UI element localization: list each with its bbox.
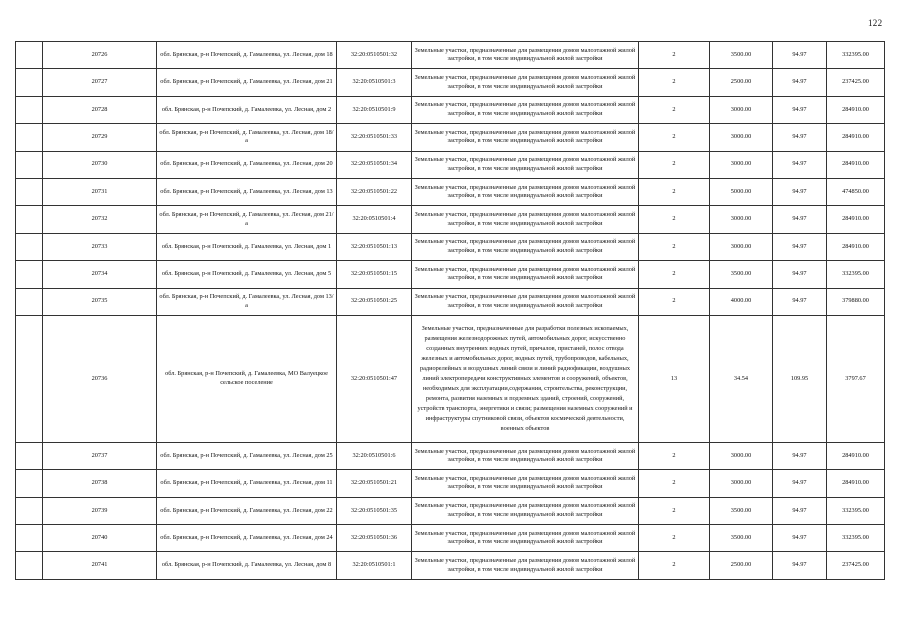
table-row [16, 315, 885, 442]
land-use-category-cell: Земельные участки, предназначенные для размещения домов малоэтажной жилой застройки, в том числе индивидуальной жилой застройки [412, 233, 639, 260]
group-code-cell: 2 [639, 206, 710, 233]
cadastral-value-cell: 332395.00 [827, 261, 885, 288]
address-cell: обл. Брянская, р-н Почепский, д. Гамалеевка, ул. Лесная, дом 21 [157, 69, 337, 96]
group-code-cell: 2 [639, 470, 710, 497]
table-row [16, 261, 885, 288]
page-number: 122 [868, 18, 883, 28]
blank-margin-cell [16, 288, 43, 315]
land-use-category-cell: Земельные участки, предназначенные для размещения домов малоэтажной жилой застройки, в том числе индивидуальной жилой застройки [412, 124, 639, 151]
cadastral-number-cell: 32:20:0510501:47 [337, 315, 412, 442]
land-use-category-cell: Земельные участки, предназначенные для размещения домов малоэтажной жилой застройки, в том числе индивидуальной жилой застройки [412, 497, 639, 524]
address-cell: обл. Брянская, р-н Почепский, д. Гамалеевка, ул. Лесная, дом 5 [157, 261, 337, 288]
land-use-category-cell: Земельные участки, предназначенные для размещения домов малоэтажной жилой застройки, в том числе индивидуальной жилой застройки [412, 69, 639, 96]
table-row [16, 124, 885, 151]
cadastral-value-cell: 3797.67 [827, 315, 885, 442]
address-cell: обл. Брянская, р-н Почепский, д. Гамалеевка, ул. Лесная, дом 18 [157, 42, 337, 69]
cadastral-number-cell: 32:20:0510501:13 [337, 233, 412, 260]
group-code-cell: 2 [639, 552, 710, 579]
record-number-cell: 20728 [43, 96, 157, 123]
cadastral-number-cell: 32:20:0510501:1 [337, 552, 412, 579]
area-cell: 3500.00 [710, 497, 773, 524]
cadastral-number-cell: 32:20:0510501:21 [337, 470, 412, 497]
address-cell: обл. Брянская, р-н Почепский, д. Гамалеевка, ул. Лесная, дом 24 [157, 525, 337, 552]
cadastral-number-cell: 32:20:0510501:25 [337, 288, 412, 315]
specific-value-cell: 109.95 [773, 315, 827, 442]
land-use-category-cell: Земельные участки, предназначенные для размещения домов малоэтажной жилой застройки, в том числе индивидуальной жилой застройки [412, 470, 639, 497]
table-row [16, 42, 885, 69]
cadastral-number-cell: 32:20:0510501:35 [337, 497, 412, 524]
record-number-cell: 20726 [43, 42, 157, 69]
cadastral-value-cell: 332395.00 [827, 497, 885, 524]
blank-margin-cell [16, 178, 43, 205]
blank-margin-cell [16, 233, 43, 260]
table-body [16, 42, 885, 580]
table-row [16, 178, 885, 205]
record-number-cell: 20727 [43, 69, 157, 96]
table-row [16, 206, 885, 233]
group-code-cell: 2 [639, 497, 710, 524]
area-cell: 34.54 [710, 315, 773, 442]
table-row [16, 69, 885, 96]
blank-margin-cell [16, 151, 43, 178]
cadastral-number-cell: 32:20:0510501:22 [337, 178, 412, 205]
group-code-cell: 2 [639, 69, 710, 96]
specific-value-cell: 94.97 [773, 178, 827, 205]
record-number-cell: 20733 [43, 233, 157, 260]
record-number-cell: 20737 [43, 442, 157, 469]
blank-margin-cell [16, 261, 43, 288]
group-code-cell: 2 [639, 151, 710, 178]
area-cell: 3000.00 [710, 470, 773, 497]
table-row [16, 233, 885, 260]
area-cell: 2500.00 [710, 552, 773, 579]
blank-margin-cell [16, 497, 43, 524]
address-cell: обл. Брянская, р-н Почепский, д. Гамалеевка, ул. Лесная, дом 22 [157, 497, 337, 524]
cadastral-number-cell: 32:20:0510501:33 [337, 124, 412, 151]
land-use-category-cell: Земельные участки, предназначенные для размещения домов малоэтажной жилой застройки, в том числе индивидуальной жилой застройки [412, 96, 639, 123]
group-code-cell: 2 [639, 124, 710, 151]
area-cell: 3000.00 [710, 442, 773, 469]
table-row [16, 151, 885, 178]
cadastral-value-cell: 284910.00 [827, 233, 885, 260]
record-number-cell: 20736 [43, 315, 157, 442]
specific-value-cell: 94.97 [773, 206, 827, 233]
specific-value-cell: 94.97 [773, 69, 827, 96]
table-row [16, 96, 885, 123]
cadastral-value-cell: 332395.00 [827, 42, 885, 69]
cadastral-value-cell: 332395.00 [827, 525, 885, 552]
land-use-category-cell: Земельные участки, предназначенные для размещения домов малоэтажной жилой застройки, в том числе индивидуальной жилой застройки [412, 178, 639, 205]
area-cell: 3500.00 [710, 525, 773, 552]
address-cell: обл. Брянская, р-н Почепский, д. Гамалеевка, ул. Лесная, дом 21/а [157, 206, 337, 233]
cadastral-value-cell: 284910.00 [827, 470, 885, 497]
land-use-category-cell: Земельные участки, предназначенные для размещения домов малоэтажной жилой застройки, в том числе индивидуальной жилой застройки [412, 288, 639, 315]
blank-margin-cell [16, 552, 43, 579]
cadastral-number-cell: 32:20:0510501:3 [337, 69, 412, 96]
record-number-cell: 20735 [43, 288, 157, 315]
group-code-cell: 2 [639, 525, 710, 552]
specific-value-cell: 94.97 [773, 442, 827, 469]
land-registry-table [15, 41, 885, 580]
area-cell: 3000.00 [710, 233, 773, 260]
record-number-cell: 20741 [43, 552, 157, 579]
blank-margin-cell [16, 124, 43, 151]
table-row [16, 442, 885, 469]
cadastral-value-cell: 379880.00 [827, 288, 885, 315]
group-code-cell: 13 [639, 315, 710, 442]
group-code-cell: 2 [639, 233, 710, 260]
address-cell: обл. Брянская, р-н Почепский, д. Гамалеевка, ул. Лесная, дом 11 [157, 470, 337, 497]
blank-margin-cell [16, 442, 43, 469]
address-cell: обл. Брянская, р-н Почепский, д. Гамалеевка, ул. Лесная, дом 2 [157, 96, 337, 123]
record-number-cell: 20734 [43, 261, 157, 288]
cadastral-value-cell: 237425.00 [827, 552, 885, 579]
blank-margin-cell [16, 525, 43, 552]
address-cell: обл. Брянская, р-н Почепский, д. Гамалеевка, ул. Лесная, дом 20 [157, 151, 337, 178]
group-code-cell: 2 [639, 442, 710, 469]
table-row [16, 497, 885, 524]
specific-value-cell: 94.97 [773, 497, 827, 524]
cadastral-number-cell: 32:20:0510501:34 [337, 151, 412, 178]
specific-value-cell: 94.97 [773, 470, 827, 497]
specific-value-cell: 94.97 [773, 124, 827, 151]
cadastral-value-cell: 284910.00 [827, 442, 885, 469]
cadastral-number-cell: 32:20:0510501:36 [337, 525, 412, 552]
cadastral-number-cell: 32:20:0510501:32 [337, 42, 412, 69]
cadastral-number-cell: 32:20:0510501:15 [337, 261, 412, 288]
cadastral-value-cell: 284910.00 [827, 96, 885, 123]
address-cell: обл. Брянская, р-н Почепский, д. Гамалеевка, ул. Лесная, дом 25 [157, 442, 337, 469]
area-cell: 3000.00 [710, 96, 773, 123]
specific-value-cell: 94.97 [773, 151, 827, 178]
cadastral-number-cell: 32:20:0510501:6 [337, 442, 412, 469]
specific-value-cell: 94.97 [773, 96, 827, 123]
record-number-cell: 20740 [43, 525, 157, 552]
table-row [16, 552, 885, 579]
address-cell: обл. Брянская, р-н Почепский, д. Гамалеевка, ул. Лесная, дом 13 [157, 178, 337, 205]
land-use-category-cell: Земельные участки, предназначенные для размещения домов малоэтажной жилой застройки, в том числе индивидуальной жилой застройки [412, 525, 639, 552]
blank-margin-cell [16, 96, 43, 123]
group-code-cell: 2 [639, 288, 710, 315]
address-cell: обл. Брянская, р-н Почепский, д. Гамалеевка, ул. Лесная, дом 1 [157, 233, 337, 260]
area-cell: 3000.00 [710, 124, 773, 151]
specific-value-cell: 94.97 [773, 233, 827, 260]
specific-value-cell: 94.97 [773, 261, 827, 288]
address-cell: обл. Брянская, р-н Почепский, д. Гамалеевка, ул. Лесная, дом 8 [157, 552, 337, 579]
specific-value-cell: 94.97 [773, 42, 827, 69]
cadastral-value-cell: 284910.00 [827, 124, 885, 151]
blank-margin-cell [16, 42, 43, 69]
record-number-cell: 20731 [43, 178, 157, 205]
land-use-category-cell: Земельные участки, предназначенные для разработки полезных ископаемых, размещения железнодорожных путей, автомобильных дорог, искусственно созданных внутренних водных путей, причалов, пристаней, полос отвода железных и автомобильных дорог, водных путей, трубопроводов, кабельных, радиорелейных и воздушных линий связи и линий радиофикации, воздушных линий электропередачи конструктивных элементов и сооружений, объектов, необходимых для эксплуатации,содержания, строительства, реконструкции, ремонта, развития наземных и подземных зданий, строений, сооружений, устройств транспорта, энергетики и связи; размещения наземных сооружений и инфраструктуры спутниковой связи, объектов космической деятельности, военных объектов [412, 315, 639, 442]
specific-value-cell: 94.97 [773, 288, 827, 315]
cadastral-number-cell: 32:20:0510501:9 [337, 96, 412, 123]
land-use-category-cell: Земельные участки, предназначенные для размещения домов малоэтажной жилой застройки, в том числе индивидуальной жилой застройки [412, 151, 639, 178]
land-use-category-cell: Земельные участки, предназначенные для размещения домов малоэтажной жилой застройки, в том числе индивидуальной жилой застройки [412, 206, 639, 233]
record-number-cell: 20730 [43, 151, 157, 178]
cadastral-value-cell: 237425.00 [827, 69, 885, 96]
address-cell: обл. Брянская, р-н Почепский, д. Гамалеевка, ул. Лесная, дом 18/а [157, 124, 337, 151]
group-code-cell: 2 [639, 178, 710, 205]
record-number-cell: 20739 [43, 497, 157, 524]
group-code-cell: 2 [639, 96, 710, 123]
cadastral-value-cell: 474850.00 [827, 178, 885, 205]
land-use-category-cell: Земельные участки, предназначенные для размещения домов малоэтажной жилой застройки, в том числе индивидуальной жилой застройки [412, 442, 639, 469]
specific-value-cell: 94.97 [773, 552, 827, 579]
area-cell: 3500.00 [710, 261, 773, 288]
land-use-category-cell: Земельные участки, предназначенные для размещения домов малоэтажной жилой застройки, в том числе индивидуальной жилой застройки [412, 42, 639, 69]
land-use-category-cell: Земельные участки, предназначенные для размещения домов малоэтажной жилой застройки, в том числе индивидуальной жилой застройки [412, 261, 639, 288]
area-cell: 2500.00 [710, 69, 773, 96]
area-cell: 3000.00 [710, 151, 773, 178]
address-cell: обл. Брянская, р-н Почепский, д. Гамалеевка, МО Валуецкое сельское поселение [157, 315, 337, 442]
group-code-cell: 2 [639, 261, 710, 288]
record-number-cell: 20738 [43, 470, 157, 497]
blank-margin-cell [16, 69, 43, 96]
record-number-cell: 20732 [43, 206, 157, 233]
record-number-cell: 20729 [43, 124, 157, 151]
specific-value-cell: 94.97 [773, 525, 827, 552]
land-use-category-cell: Земельные участки, предназначенные для размещения домов малоэтажной жилой застройки, в том числе индивидуальной жилой застройки [412, 552, 639, 579]
area-cell: 5000.00 [710, 178, 773, 205]
cadastral-value-cell: 284910.00 [827, 151, 885, 178]
table-row [16, 470, 885, 497]
blank-margin-cell [16, 315, 43, 442]
cadastral-number-cell: 32:20:0510501:4 [337, 206, 412, 233]
blank-margin-cell [16, 206, 43, 233]
cadastral-value-cell: 284910.00 [827, 206, 885, 233]
address-cell: обл. Брянская, р-н Почепский, д. Гамалеевка, ул. Лесная, дом 13/а [157, 288, 337, 315]
area-cell: 3500.00 [710, 42, 773, 69]
table-row [16, 288, 885, 315]
area-cell: 4000.00 [710, 288, 773, 315]
table-row [16, 525, 885, 552]
area-cell: 3000.00 [710, 206, 773, 233]
group-code-cell: 2 [639, 42, 710, 69]
blank-margin-cell [16, 470, 43, 497]
